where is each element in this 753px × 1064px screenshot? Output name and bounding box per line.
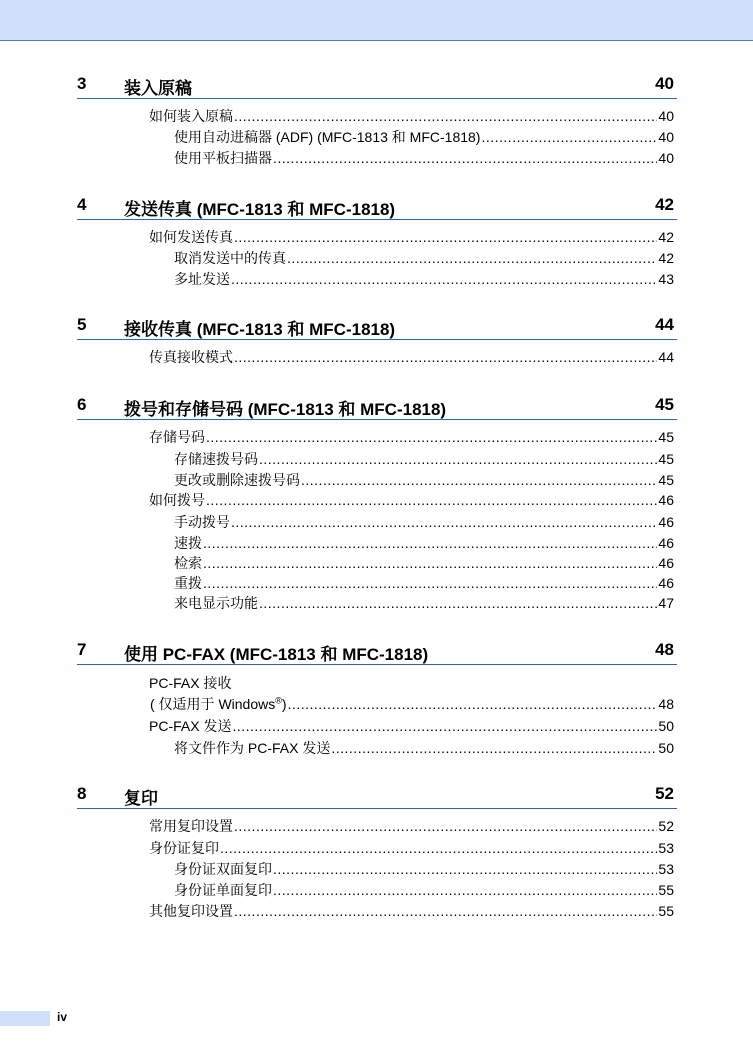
toc-entry-page: 52 [658, 818, 674, 834]
toc-entry[interactable] [149, 227, 674, 247]
chapter-number: 6 [77, 395, 87, 414]
toc-entry-label: 更改或删除速拨号码 [174, 472, 300, 488]
chapter-number: 3 [77, 74, 87, 93]
dot-leader [234, 816, 657, 836]
registered-mark: ® [275, 695, 282, 706]
toc-entry-page: 40 [658, 150, 674, 166]
toc-entry[interactable] [174, 127, 674, 147]
toc-entry-label: 如何发送传真 [149, 229, 233, 245]
toc-entry-label: 速拨 [174, 535, 202, 551]
toc-entry-page: 45 [658, 472, 674, 488]
dot-leader [273, 859, 657, 879]
chapter-page: 40 [655, 74, 674, 93]
chapter-page: 52 [655, 784, 674, 803]
toc-entry-label: 身份证复印 [149, 840, 219, 856]
toc-entry-page: 53 [658, 861, 674, 877]
chapter-title: 使用 PC-FAX (MFC-1813 和 MFC-1818) [124, 645, 429, 664]
toc-entry[interactable] [149, 490, 674, 510]
chapter-page: 45 [655, 395, 674, 414]
toc-entry[interactable] [149, 816, 674, 836]
label-text: ( 仅适用于 Windows [150, 696, 276, 712]
toc-entry-label: 使用平板扫描器 [174, 150, 272, 166]
toc-entry-page: 46 [658, 555, 674, 571]
toc-entry[interactable] [149, 347, 674, 367]
toc-entry-page: 45 [658, 429, 674, 445]
toc-entry[interactable] [150, 694, 674, 714]
toc-entry[interactable] [174, 148, 674, 168]
toc-entry[interactable] [174, 449, 674, 469]
chapter-heading[interactable] [77, 778, 677, 809]
toc-entry-page: 40 [658, 108, 674, 124]
dot-leader [220, 838, 657, 858]
chapter-title: 拨号和存储号码 (MFC-1813 和 MFC-1818) [124, 400, 447, 419]
dot-leader [231, 512, 657, 532]
toc-entry[interactable] [149, 106, 674, 126]
toc-entry-label: 手动拨号 [174, 514, 230, 530]
toc-entry[interactable] [174, 269, 674, 289]
toc-entry[interactable] [149, 901, 674, 921]
toc-entry-page: 48 [658, 696, 674, 712]
dot-leader [301, 470, 657, 490]
toc-entry-label: 重拨 [174, 575, 202, 591]
toc-entry-label: 传真接收模式 [149, 349, 233, 365]
toc-entry-label: 取消发送中的传真 [174, 250, 286, 266]
toc-entry-page: 43 [658, 271, 674, 287]
toc-entry-label: PC-FAX 发送 [149, 718, 232, 734]
toc-entry-page: 45 [658, 451, 674, 467]
toc-entry-label [150, 694, 287, 714]
toc-entry[interactable] [174, 738, 674, 758]
toc-entry[interactable] [174, 512, 674, 532]
dot-leader [234, 347, 657, 367]
toc-entry-page: 47 [658, 595, 674, 611]
toc-entry-label: 将文件作为 PC-FAX 发送 [174, 740, 331, 756]
toc-entry-label: 其他复印设置 [149, 903, 233, 919]
toc-entry-page: 44 [658, 349, 674, 365]
chapter-heading[interactable] [77, 309, 677, 340]
dot-leader [203, 573, 657, 593]
toc-entry[interactable] [174, 553, 674, 573]
chapter-title: 发送传真 (MFC-1813 和 MFC-1818) [124, 200, 396, 219]
toc-entry-label: 存储号码 [149, 429, 205, 445]
dot-leader [232, 716, 657, 736]
dot-leader [234, 227, 657, 247]
toc-entry-page: 50 [658, 740, 674, 756]
toc-entry-label: 检索 [174, 555, 202, 571]
dot-leader [206, 490, 657, 510]
toc-entry[interactable] [174, 470, 674, 490]
toc-entry-label[interactable]: PC-FAX 接收 [149, 675, 232, 691]
dot-leader [206, 427, 657, 447]
dot-leader [288, 694, 658, 714]
dot-leader [273, 880, 657, 900]
toc-entry-page: 55 [658, 903, 674, 919]
footer-page-number: iv [57, 1010, 68, 1024]
dot-leader [234, 106, 657, 126]
toc-entry[interactable] [174, 880, 674, 900]
chapter-number: 4 [77, 195, 87, 214]
toc-entry[interactable] [149, 716, 674, 736]
toc-entry[interactable] [174, 593, 674, 613]
chapter-number: 8 [77, 784, 87, 803]
toc-entry-page: 42 [658, 229, 674, 245]
header-band [0, 0, 753, 41]
toc-entry-label: 常用复印设置 [149, 818, 233, 834]
chapter-title: 接收传真 (MFC-1813 和 MFC-1818) [124, 320, 396, 339]
toc-entry-label: 如何装入原稿 [149, 108, 233, 124]
toc-entry-page: 46 [658, 535, 674, 551]
toc-entry-label: 来电显示功能 [174, 595, 258, 611]
chapter-heading[interactable] [77, 634, 677, 665]
dot-leader [259, 449, 657, 469]
toc-entry-label: 存储速拨号码 [174, 451, 258, 467]
toc-entry-label: 身份证单面复印 [174, 882, 272, 898]
toc-entry-page: 42 [658, 250, 674, 266]
chapter-title: 装入原稿 [124, 79, 192, 98]
dot-leader [331, 738, 657, 758]
chapter-page: 44 [655, 315, 674, 334]
dot-leader [481, 127, 657, 147]
chapter-heading[interactable] [77, 389, 677, 420]
dot-leader [287, 248, 657, 268]
toc-entry-page: 53 [658, 840, 674, 856]
chapter-title: 复印 [124, 789, 158, 808]
footer-tab [0, 1011, 50, 1026]
toc-entry[interactable] [149, 427, 674, 447]
chapter-heading[interactable] [77, 189, 677, 220]
toc-entry-label: 多址发送 [174, 271, 230, 287]
dot-leader [203, 553, 657, 573]
toc-entry[interactable] [174, 248, 674, 268]
chapter-page: 42 [655, 195, 674, 214]
dot-leader [273, 148, 657, 168]
dot-leader [259, 593, 657, 613]
dot-leader [203, 533, 657, 553]
toc-entry[interactable] [174, 859, 674, 879]
toc-entry[interactable] [174, 533, 674, 553]
label-text-end: ) [281, 696, 287, 712]
chapter-number: 5 [77, 315, 87, 334]
toc-entry-label: 使用自动进稿器 (ADF) (MFC-1813 和 MFC-1818) [174, 129, 481, 145]
chapter-number: 7 [77, 640, 87, 659]
chapter-page: 48 [655, 640, 674, 659]
chapter-heading[interactable] [77, 68, 677, 99]
toc-entry-label: 如何拨号 [149, 492, 205, 508]
dot-leader [234, 901, 657, 921]
toc-entry[interactable] [174, 573, 674, 593]
dot-leader [231, 269, 657, 289]
toc-entry-label: 身份证双面复印 [174, 861, 272, 877]
toc-entry-page: 55 [658, 882, 674, 898]
toc-entry[interactable] [149, 838, 674, 858]
toc-entry-page: 46 [658, 514, 674, 530]
toc-entry-page: 50 [658, 718, 674, 734]
toc-entry-page: 40 [658, 129, 674, 145]
toc-entry-page: 46 [658, 492, 674, 508]
toc-entry-page: 46 [658, 575, 674, 591]
